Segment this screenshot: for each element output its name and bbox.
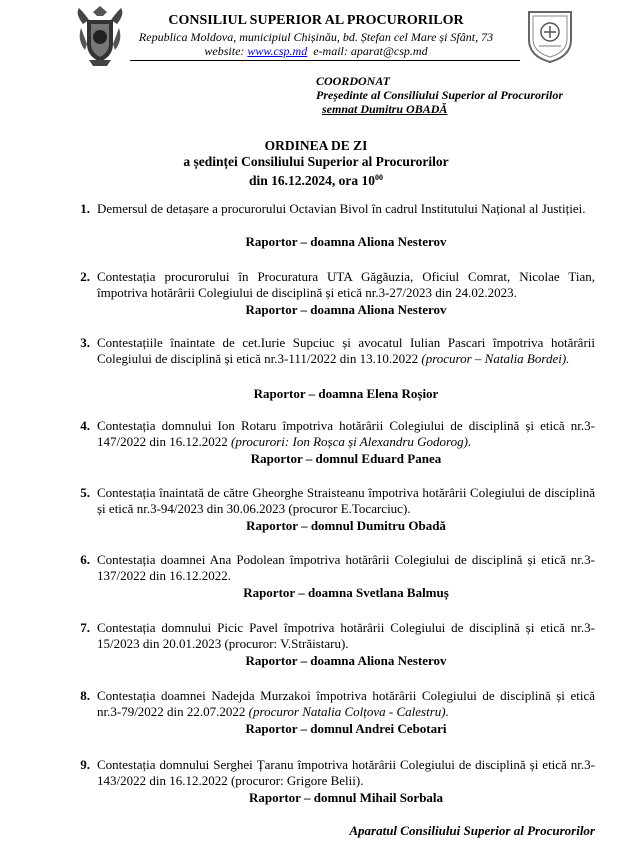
item-rapporteur: Raportor – domnul Mihail Sorbala [248,790,444,805]
agenda-title: ORDINEA DE ZI [264,138,368,153]
item-rapporteur: Raportor – domnul Eduard Panea [250,451,442,466]
item-rapporteur: Raportor – doamna Aliona Nesterov [245,302,447,317]
item-text: Contestația doamnei Ana Podolean împotriva hotărârii Colegiului de disciplină și etică nr.3-137/2022 din 16.12.2022. [97,552,595,583]
item-text: Demersul de detașare a procurorului Octavian Bivol în cadrul Institutului Național al Justiției. [97,201,586,216]
item-rapporteur: Raportor – doamna Svetlana Balmuș [243,585,449,600]
header-divider [130,60,520,61]
item-rapporteur: Raportor – doamna Aliona Nesterov [245,234,447,249]
item-text: Contestația procurorului în Procuratura UTA Găgăuzia, Oficiul Comrat, Nicolae Tian, împotriva hotărârii Colegiului de disciplină și etică nr.3-27/2023 din 24.02.2023. [97,269,595,300]
coordination-block [316,74,563,116]
footer-signature: Aparatul Consiliului Superior al Procurorilor [349,823,595,838]
website-link[interactable]: www.csp.md [247,44,308,58]
item-number: 5. [80,485,90,500]
contact-line [0,44,632,59]
agenda-title-block [0,138,632,189]
item-number: 2. [80,269,90,284]
coordination-label: COORDONAT [316,74,391,88]
email-label: e-mail: [313,44,348,58]
item-number: 3. [80,335,90,350]
website-label: website: [204,44,245,58]
item-text: Contestația domnului Serghei Țaranu împotriva hotărârii Colegiului de disciplină și etică nr.3-143/2022 din 16.12.2022 (procuror: Grigore Belii). [97,757,595,788]
item-number: 1. [80,201,90,216]
agenda-time-minutes: 00 [375,173,383,182]
item-text: Contestația domnului Ion Rotaru împotriva hotărârii Colegiului de disciplină și etică nr.3-147/2022 din 16.12.2022 (procurori: Ion Roșca și Alexandru Godorog). [97,418,595,449]
item-rapporteur: Raportor – domnul Dumitru Obadă [246,518,446,533]
coordination-signature: semnat Dumitru OBADĂ [322,102,448,116]
item-number: 6. [80,552,90,567]
agenda-date: din 16.12.2024, ora $10^{00}$ [248,173,383,188]
item-text: Contestația doamnei Nadejda Murzakoi împotriva hotărârii Colegiului de disciplină și etică nr.3-79/2022 din 22.07.2022 (procuror Natalia Colțova - Calestru). [97,688,595,719]
item-number: 4. [80,418,90,433]
institution-title: CONSILIUL SUPERIOR AL PROCURORILOR [168,13,464,28]
item-text: Contestația înaintată de către Gheorghe Straisteanu împotriva hotărârii Colegiului de disciplină și etică nr.3-94/2023 din 30.06.2023 (procuror E.Tocarciuc). [97,485,595,516]
institution-address: Republica Moldova, municipiul Chișinău, bd. Ștefan cel Mare și Sfânt, 73 [138,30,494,44]
agenda-subtitle: a ședinței Consiliului Superior al Procurorilor [183,154,449,169]
item-rapporteur: Raportor – doamna Aliona Nesterov [245,653,447,668]
item-number: 9. [80,757,90,772]
item-text: Contestațiile înaintate de cet.Iurie Supciuc și avocatul Iulian Pascari împotriva hotărârii Colegiului de disciplină și etică nr.3-111/2022 din 13.10.2022 (procuror – Natalia Bordei). [97,335,595,366]
item-rapporteur: Raportor – doamna Elena Roșior [253,386,439,401]
coordination-role: Președinte al Consiliului Superior al Procurorilor [316,88,564,102]
item-number: 8. [80,688,90,703]
email-value: aparat@csp.md [350,44,428,58]
item-rapporteur: Raportor – domnul Andrei Cebotari [245,721,447,736]
item-text: Contestația domnului Picic Pavel împotriva hotărârii Colegiului de disciplină și etică nr.3-15/2023 din 20.01.2023 (procuror: V.Străistaru). [97,620,595,651]
item-number: 7. [80,620,90,635]
